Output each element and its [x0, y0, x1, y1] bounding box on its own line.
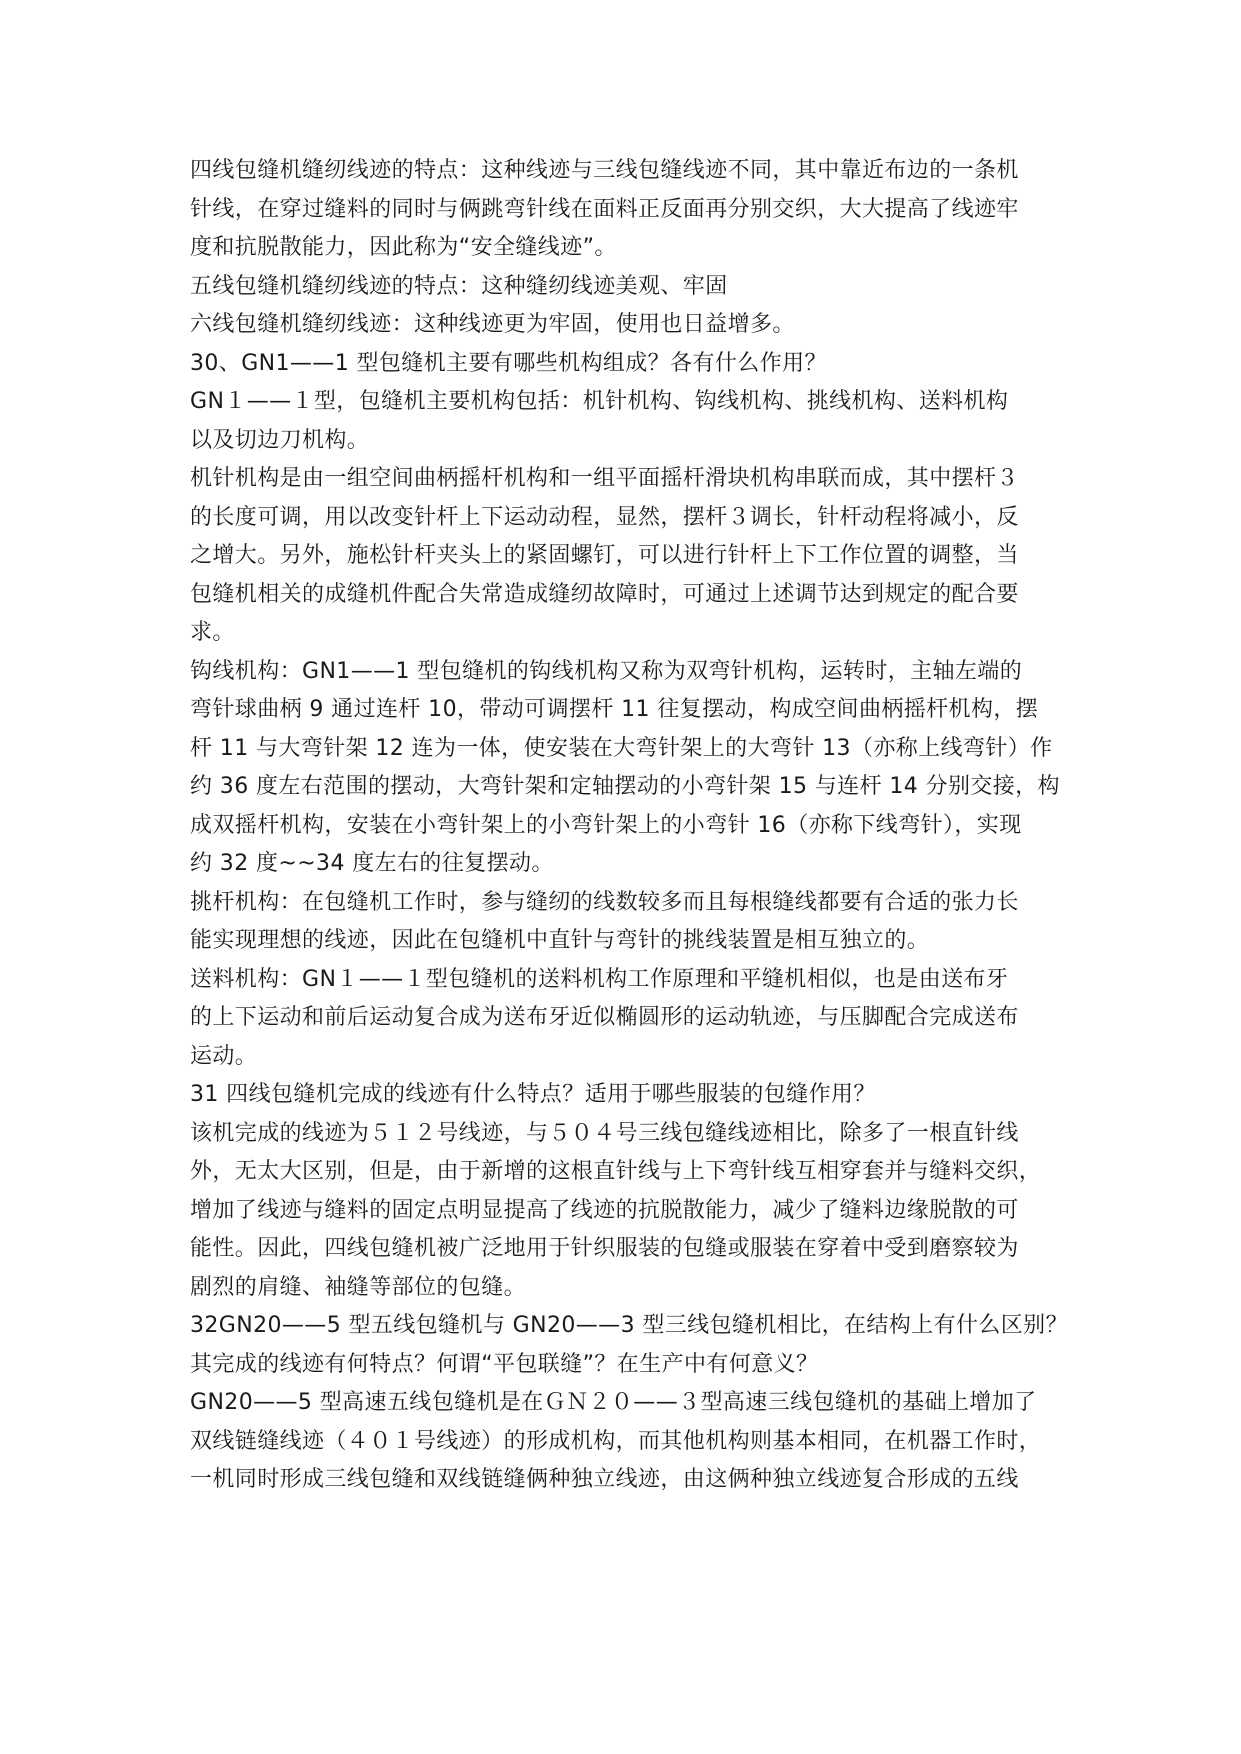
text-line: 杆 11 与大弯针架 12 连为一体，使安装在大弯针架上的大弯针 13（亦称上线弯针）作: [190, 735, 1053, 761]
text-line: 外，无太大区别，但是，由于新增的这根直针线与上下弯针线互相穿套并与缝料交织，: [190, 1159, 1042, 1184]
text-line: 的长度可调，用以改变针杆上下运动动程，显然，摆杆３调长，针杆动程将减小，反: [190, 504, 1019, 530]
text-line: 度和抗脱散能力，因此称为“安全缝线迹”。: [190, 235, 617, 260]
text-line: 能实现理想的线迹，因此在包缝机中直针与弯针的挑线装置是相互独立的。: [190, 928, 930, 953]
text-line: 能性。因此，四线包缝机被广泛地用于针织服装的包缝或服装在穿着中受到磨察较为: [190, 1236, 1019, 1261]
text-line: GN20——5 型高速五线包缝机是在ＧＮ２０——３型高速三线包缝机的基础上增加了: [190, 1390, 1037, 1415]
question-heading: 32GN20——5 型五线包缝机与 GN20——3 型三线包缝机相比，在结构上有什么区别？: [190, 1313, 1068, 1338]
text-line: 四线包缝机缝纫线迹的特点：这种线迹与三线包缝线迹不同，其中靠近布边的一条机: [190, 158, 1019, 183]
text-line: 一机同时形成三线包缝和双线链缝俩种独立线迹，由这俩种独立线迹复合形成的五线: [190, 1467, 1019, 1492]
text-line: GN１——１型，包缝机主要机构包括：机针机构、钩线机构、挑线机构、送料机构: [190, 389, 1009, 414]
text-line: 五线包缝机缝纫线迹的特点：这种缝纫线迹美观、牢固: [190, 273, 728, 299]
text-line: 以及切边刀机构。: [190, 427, 370, 453]
text-line: 送料机构：GN１——１型包缝机的送料机构工作原理和平缝机相似，也是由送布牙: [190, 966, 1009, 992]
document-body: [190, 152, 1090, 1500]
text-line: 运动。: [190, 1043, 258, 1069]
text-line: 之增大。另外，施松针杆夹头上的紧固螺钉，可以进行针杆上下工作位置的调整，当: [190, 543, 1019, 568]
text-line: 的上下运动和前后运动复合成为送布牙近似椭圆形的运动轨迹，与压脚配合完成送布: [190, 1005, 1019, 1030]
question-heading: 31 四线包缝机完成的线迹有什么特点？适用于哪些服装的包缝作用？: [190, 1082, 876, 1107]
text-line: 该机完成的线迹为５１２号线迹，与５０４号三线包缝线迹相比，除多了一根直针线: [190, 1120, 1019, 1146]
text-line: 求。: [190, 620, 235, 645]
text-line: 六线包缝机缝纫线迹：这种线迹更为牢固，使用也日益增多。: [190, 312, 795, 337]
text-line: 机针机构是由一组空间曲柄摇杆机构和一组平面摇杆滑块机构串联而成，其中摆杆３: [190, 466, 1019, 491]
question-heading: 其完成的线迹有何特点？何谓“平包联缝”？在生产中有何意义？: [190, 1351, 819, 1377]
question-heading: 30、GN1——1 型包缝机主要有哪些机构组成？各有什么作用？: [190, 350, 827, 376]
text-line: 挑杆机构：在包缝机工作时，参与缝纫的线数较多而且每根缝线都要有合适的张力长: [190, 889, 1019, 915]
text-line: 弯针球曲柄 9 通过连杆 10，带动可调摆杆 11 往复摆动，构成空间曲柄摇杆机构，摆: [190, 697, 1039, 722]
text-line: 约 36 度左右范围的摆动，大弯针架和定轴摆动的小弯针架 15 与连杆 14 分别交接，构: [190, 774, 1060, 799]
text-line: 增加了线迹与缝料的固定点明显提高了线迹的抗脱散能力，减少了缝料边缘脱散的可: [190, 1197, 1019, 1223]
text-line: 双线链缝线迹（４０１号线迹）的形成机构，而其他机构则基本相同，在机器工作时，: [190, 1428, 1042, 1454]
text-line: 钩线机构：GN1——1 型包缝机的钩线机构又称为双弯针机构，运转时，主轴左端的: [190, 658, 1023, 684]
text-line: 针线，在穿过缝料的同时与俩跳弯针线在面料正反面再分别交织，大大提高了线迹牢: [190, 196, 1019, 222]
text-line: 剧烈的肩缝、袖缝等部位的包缝。: [190, 1274, 527, 1300]
text-line: 包缝机相关的成缝机件配合失常造成缝纫故障时，可通过上述调节达到规定的配合要: [190, 581, 1019, 607]
text-line: 成双摇杆机构，安装在小弯针架上的小弯针架上的小弯针 16（亦称下线弯针），实现: [190, 812, 1022, 838]
text-line: 约 32 度~~34 度左右的往复摆动。: [190, 851, 554, 876]
